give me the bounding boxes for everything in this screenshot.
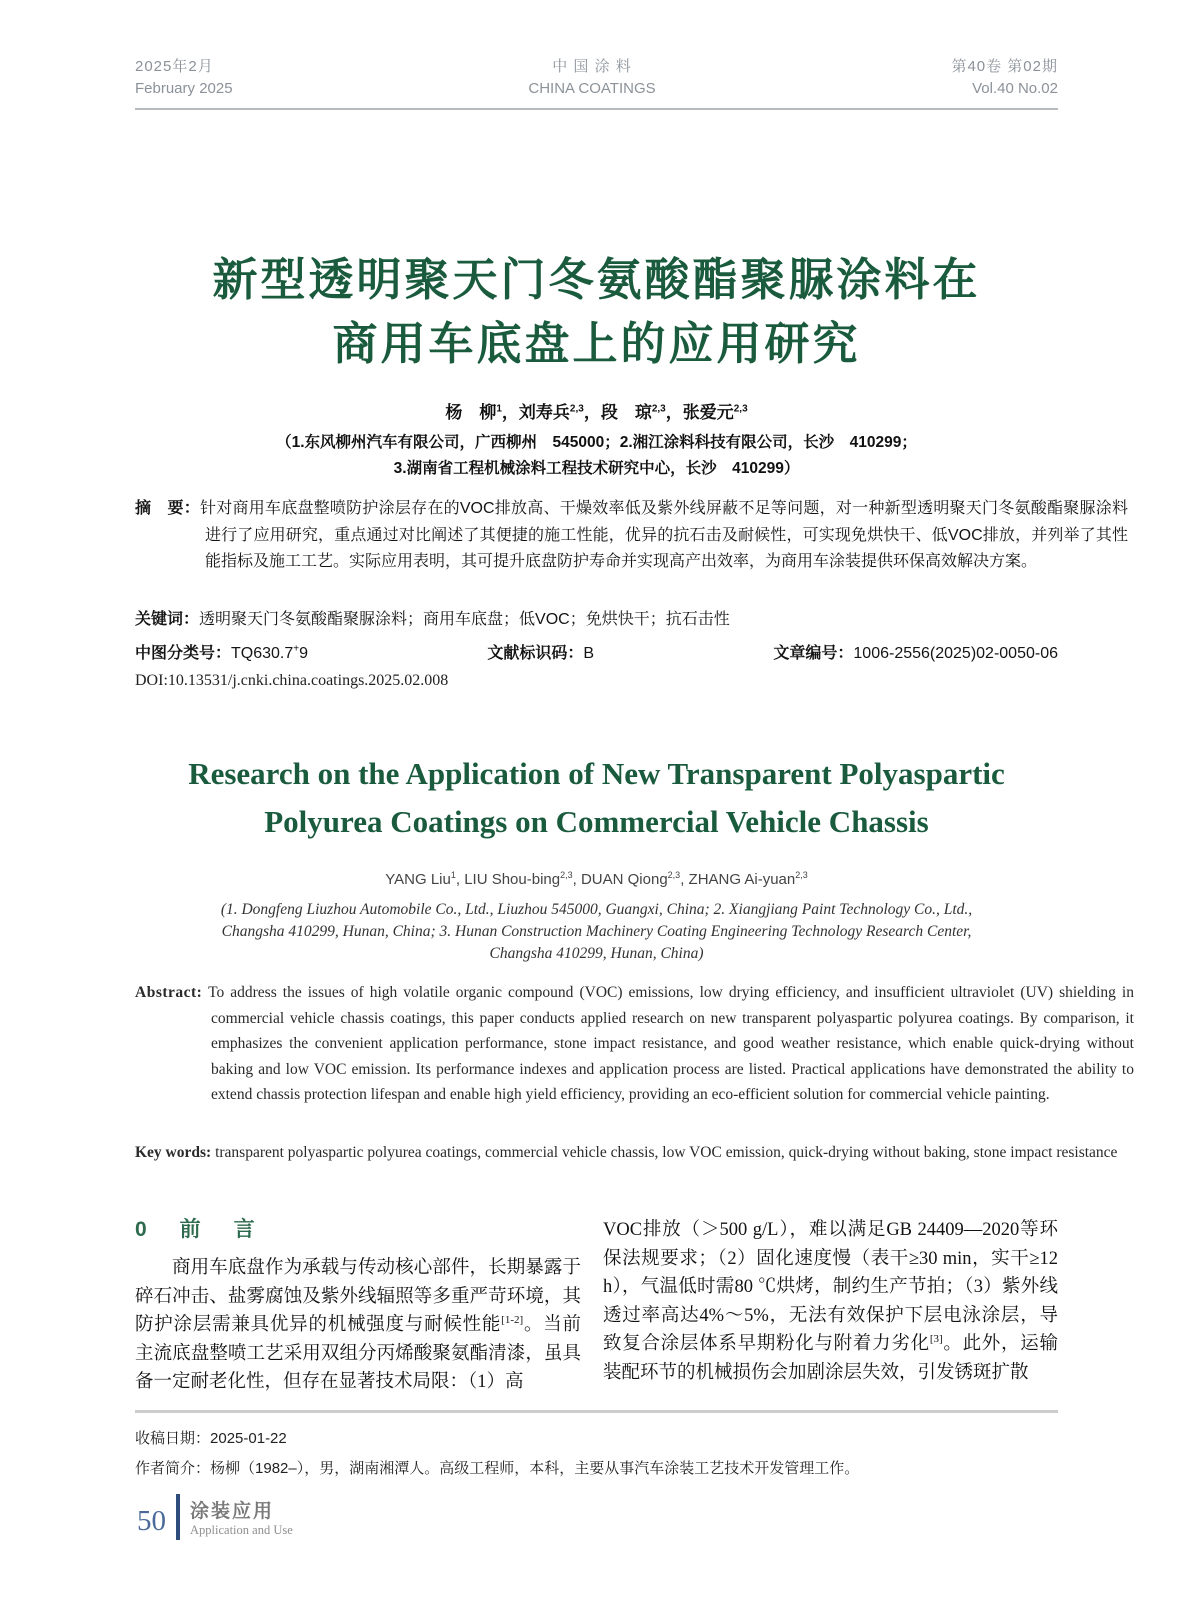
article-title-cn <box>135 248 1058 376</box>
column-name-en: Application and Use <box>190 1523 293 1537</box>
received-date-label: 收稿日期： <box>135 1430 211 1447</box>
issue-date-en: February 2025 <box>135 80 233 97</box>
affiliation-en-line3: Changsha 410299, Hunan, China) <box>489 945 704 962</box>
abstract-en-label: Abstract: <box>135 984 203 1001</box>
affiliations-en <box>135 899 1058 965</box>
header-journal-name <box>528 56 655 100</box>
body-paragraph-right: VOC排放（＞500 g/L），难以满足GB 24409—2020等环保法规要求；（2）固化速度慢（表干≥30 min，实干≥12 h），气温低时需80 ℃烘烤，制约生产节拍；（3）紫外线透过率高达4%～5%，无法有效保护下层电泳涂层，导致复合涂层体系早期粉化与附着力劣化[3]。此外，运输装配环节的机械损伤会加剧涂层失效，引发锈斑扩散 <box>603 1220 1058 1383</box>
citation-ref-1-2: [1-2] <box>501 1313 524 1326</box>
page-footer <box>137 1494 293 1540</box>
body-columns <box>135 1216 1058 1397</box>
journal-name-en: CHINA COATINGS <box>528 80 656 97</box>
header-volume-issue <box>951 56 1058 100</box>
affiliation-cn-line2: 3.湖南省工程机械涂料工程技术研究中心，长沙 410299） <box>393 460 800 477</box>
affiliation-cn-line1: （1.东风柳州汽车有限公司，广西柳州 545000；2.湘江涂料科技有限公司，长沙 410299； <box>276 434 917 451</box>
column-name-cn: 涂装应用 <box>190 1501 275 1522</box>
author-en: ZHANG Ai-yuan$^{2,3}$ <box>688 870 808 888</box>
keywords-en-text: transparent polyaspartic polyurea coatings, commercial vehicle chassis, low VOC emission, quick-drying without baking, stone impact resistance <box>215 1144 1118 1161</box>
author-cn: 刘寿兵$^{2,3}$， <box>518 403 601 422</box>
author-en: DUAN Qiong$^{2,3}$, <box>580 870 689 888</box>
article-title-cn-line1: 新型透明聚天门冬氨酸酯聚脲涂料在 <box>212 254 981 305</box>
article-id: 文章编号：1006-2556(2025)02-0050-06 <box>773 645 1058 662</box>
keywords-cn-text: 透明聚天门冬氨酸酯聚脲涂料；商用车底盘；低VOC；免烘快干；抗石击性 <box>199 611 730 628</box>
body-column-left <box>135 1216 581 1397</box>
section-heading-0-intro: 0 前 言 <box>135 1218 261 1241</box>
journal-header <box>135 56 1058 110</box>
keywords-cn <box>135 606 1058 629</box>
citation-ref-3: [3] <box>929 1332 943 1345</box>
page-number: 50 <box>137 1504 166 1537</box>
author-bio-line <box>135 1454 1058 1484</box>
affiliation-en-line2: Changsha 410299, Hunan, China; 3. Hunan Construction Machinery Coating Engineering Technology Research Center, <box>221 923 972 940</box>
abstract-en-text: To address the issues of high volatile organic compound (VOC) emissions, low drying efficiency, and insufficient ultraviolet (UV) shielding in commercial vehicle chassis coatings, this paper conducts applied research on new transparent polyaspartic polyurea coatings. By comparison, it emphasizes the convenient application performance, stone impact resistance, and good weather resistance, which enable quick-drying without baking and low VOC emission. Its performance indexes and application process are listed. Practical applications have demonstrated the ability to extend chassis protection lifespan and enable high yield efficiency, providing an eco-efficient solution for commercial vehicle painting. <box>208 984 1134 1103</box>
keywords-cn-label: 关键词： <box>135 611 200 628</box>
article-meta-row <box>135 640 1058 663</box>
header-issue-date <box>135 56 233 100</box>
footer-divider-bar <box>176 1494 180 1540</box>
received-date-value: 2025-01-22 <box>210 1430 287 1447</box>
author-en: LIU Shou-bing$^{2,3}$, <box>464 870 581 888</box>
author-bio-label: 作者简介： <box>135 1460 211 1477</box>
document-code: 文献标识码：B <box>487 645 595 662</box>
received-date-line <box>135 1424 1058 1454</box>
author-cn: 段 琼$^{2,3}$， <box>600 403 683 422</box>
abstract-cn <box>135 496 1128 576</box>
article-title-en-line1: Research on the Application of New Transparent Polyaspartic <box>188 756 1005 791</box>
journal-name-cn: 中 国 涂 料 <box>552 58 632 75</box>
author-cn: 张爱元$^{2,3}$ <box>682 403 748 422</box>
abstract-cn-label: 摘 要： <box>135 500 200 517</box>
author-en: YANG Liu$^1$, <box>385 870 465 888</box>
abstract-cn-text: 针对商用车底盘整喷防护涂层存在的VOC排放高、干燥效率低及紫外线屏蔽不足等问题，对一种新型透明聚天门冬氨酸酯聚脲涂料进行了应用研究，重点通过对比阐述了其便捷的施工性能，优异的抗石击及耐候性，可实现免烘快干、低VOC排放，并列举了其性能指标及施工工艺。实际应用表明，其可提升底盘防护寿命并实现高产出效率，为商用车涂装提供环保高效解决方案。 <box>199 500 1128 570</box>
footnote-divider <box>135 1410 1058 1413</box>
author-bio-value: 杨柳（1982–），男，湖南湘潭人。高级工程师，本科，主要从事汽车涂装工艺技术开发管理工作。 <box>210 1460 860 1477</box>
authors-cn <box>135 398 1058 423</box>
footnote-block <box>135 1424 1058 1484</box>
article-title-en-line2: Polyurea Coatings on Commercial Vehicle Chassis <box>264 804 929 839</box>
body-paragraph-left: 商用车底盘作为承载与传动核心部件，长期暴露于碎石冲击、盐雾腐蚀及紫外线辐照等多重严苛环境，其防护涂层需兼具优异的机械强度与耐候性能[1-2]。当前主流底盘整喷工艺采用双组分丙烯酸聚氨酯清漆，虽具备一定耐老化性，但存在显著技术局限：（1）高 <box>135 1258 581 1392</box>
body-column-right <box>603 1216 1058 1397</box>
volume-issue-en: Vol.40 No.02 <box>972 80 1058 97</box>
doi: DOI:10.13531/j.cnki.china.coatings.2025.02.008 <box>135 672 449 689</box>
article-title-cn-line2: 商用车底盘上的应用研究 <box>332 318 861 369</box>
clc-number: 中图分类号：TQ630.7+9 <box>135 643 309 662</box>
keywords-en-label: Key words: <box>135 1144 212 1161</box>
affiliation-en-line1: (1. Dongfeng Liuzhou Automobile Co., Ltd., Liuzhou 545000, Guangxi, China; 2. Xiangjiang Paint Technology Co., Ltd., <box>220 901 973 918</box>
keywords-en <box>135 1140 1138 1165</box>
author-cn: 杨 柳$^1$， <box>445 403 519 422</box>
authors-en <box>135 870 1058 888</box>
volume-issue-cn: 第40卷 第02期 <box>951 58 1058 75</box>
abstract-en <box>135 980 1134 1108</box>
affiliations-cn <box>135 430 1058 482</box>
issue-date-cn: 2025年2月 <box>135 58 214 75</box>
article-title-en <box>135 750 1058 846</box>
column-name <box>190 1496 293 1538</box>
